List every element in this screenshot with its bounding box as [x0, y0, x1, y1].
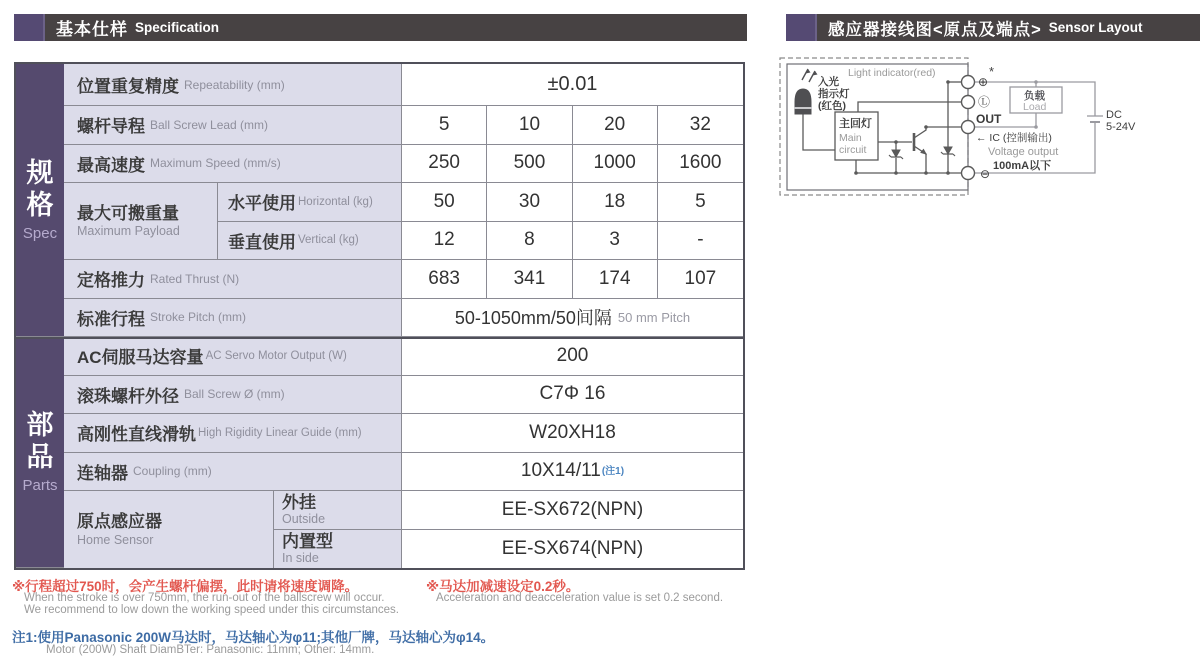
terminal-l — [962, 96, 975, 109]
repeatability-value: ±0.01 — [402, 64, 743, 106]
terminal-minus — [962, 167, 975, 180]
row-lead-label: 螺杆导程 Ball Screw Lead (mm) — [64, 106, 402, 145]
payload-h-value: 50 — [402, 183, 487, 222]
sensor-header-title-zh: 感应器接线图<原点及端点> — [828, 20, 1042, 39]
lead-value: 20 — [573, 106, 658, 145]
side-label-parts-char1: 部 — [26, 410, 54, 441]
home-sensor-inside-label: 内置型 In side — [274, 530, 402, 569]
note1-zh: 注1:使用Panasonic 200W马达时，马达轴心为φ11;其他厂牌，马达轴心为φ14。 — [12, 630, 495, 645]
side-label-spec-en: Spec — [22, 224, 58, 242]
lead-value: 10 — [487, 106, 572, 145]
section-divider-line — [14, 337, 745, 339]
dc-label: DC — [1106, 109, 1122, 121]
side-label-spec-char2: 格 — [26, 190, 54, 220]
payload-v-value: 8 — [487, 222, 572, 261]
screw-dia-value: C7Φ 16 — [402, 376, 743, 415]
speed-value: 500 — [487, 145, 572, 184]
side-label-parts — [16, 337, 64, 568]
row-repeatability-label: 位置重复精度 Repeatability (mm) — [64, 64, 402, 106]
side-label-parts-char2: 品 — [26, 442, 54, 472]
payload-v-value: - — [658, 222, 743, 261]
note-stroke-warning-en2: We recommend to low down the working speed under this circumstances. — [24, 604, 399, 616]
sensor-section-header — [786, 14, 1200, 41]
spec-header-title-en: Specification — [135, 20, 220, 35]
sensor-wiring-svg — [778, 52, 1198, 204]
note-accel-zh: ※马达加减速设定0.2秒。 — [426, 579, 580, 594]
voltage-output-label: Voltage output — [988, 146, 1059, 158]
payload-horizontal-label: 水平使用 Horizontal (kg) — [218, 183, 402, 222]
light-zh3-label: (红色) — [818, 100, 846, 112]
lead-value: 32 — [658, 106, 743, 145]
payload-v-value: 12 — [402, 222, 487, 261]
l-terminal-label: Ⓛ — [978, 95, 991, 109]
junction-dot — [1034, 80, 1038, 84]
coupling-value: 10X14/11 (注1) — [402, 453, 743, 492]
minus-terminal-label: ⊖ — [980, 167, 991, 181]
row-thrust-label: 定格推力 Rated Thrust (N) — [64, 260, 402, 299]
home-sensor-outside-label: 外挂 Outside — [274, 491, 402, 530]
sensor-wiring-diagram — [778, 52, 1198, 209]
row-screw-dia-label: 滚珠螺杆外径 Ball Screw Ø (mm) — [64, 376, 402, 415]
thrust-value: 107 — [658, 260, 743, 299]
zener-diode — [889, 147, 955, 159]
lead-value: 5 — [402, 106, 487, 145]
note1-en: Motor (200W) Shaft DiamBTer: Panasonic: 11mm; Other: 14mm. — [46, 644, 375, 656]
row-home-sensor-label: 原点感应器 Home Sensor — [64, 491, 274, 568]
guide-value: W20XH18 — [402, 414, 743, 453]
speed-value: 250 — [402, 145, 487, 184]
main-circuit-en1-label: Main — [839, 132, 862, 144]
home-sensor-inside-value: EE-SX674(NPN) — [402, 530, 743, 569]
header-accent-square — [786, 14, 817, 41]
coupling-note-ref: (注1) — [601, 465, 625, 477]
plus-terminal-label: ⊕ — [978, 75, 989, 89]
row-guide-label: 高刚性直线滑轨 High Rigidity Linear Guide (mm) — [64, 414, 402, 453]
ic-label: ← IC (控制输出) — [976, 132, 1052, 144]
payload-h-value: 30 — [487, 183, 572, 222]
payload-vertical-label: 垂直使用 Vertical (kg) — [218, 222, 402, 261]
asterisk-mark: * — [989, 64, 995, 79]
emitter-arrow — [921, 150, 926, 155]
header-accent-square — [14, 14, 45, 41]
stroke-value: 50-1050mm/50间隔 50 mm Pitch — [402, 299, 743, 338]
note-stroke-warning-zh: ※行程超过750时，会产生螺杆偏摆，此时请将速度调降。 — [12, 579, 359, 594]
speed-value: 1000 — [573, 145, 658, 184]
side-label-spec — [16, 64, 64, 337]
servo-output-value: 200 — [402, 337, 743, 376]
side-label-spec-char1: 规 — [26, 158, 54, 189]
light-zh1-label: 入光 — [818, 76, 839, 88]
main-circuit-zh-label: 主回灯 — [839, 118, 872, 130]
junction-dot — [1034, 125, 1038, 129]
out-label: OUT — [976, 112, 1002, 126]
light-indicator-en-label: Light indicator(red) — [848, 67, 936, 79]
row-servo-label: AC伺服马达容量 AC Servo Motor Output (W) — [64, 337, 402, 376]
load-zh-label: 负载 — [1024, 90, 1045, 102]
terminal-out — [962, 121, 975, 134]
payload-h-value: 18 — [573, 183, 658, 222]
spec-header-title-zh: 基本仕样 — [56, 20, 128, 39]
row-coupling-label: 连轴器 Coupling (mm) — [64, 453, 402, 492]
payload-v-value: 3 — [573, 222, 658, 261]
dc-voltage-label: 5-24V — [1106, 121, 1136, 133]
side-label-parts-en: Parts — [22, 476, 58, 494]
sensor-header-title-en: Sensor Layout — [1048, 20, 1143, 35]
payload-h-value: 5 — [658, 183, 743, 222]
row-stroke-label: 标准行程 Stroke Pitch (mm) — [64, 299, 402, 338]
row-payload-label: 最大可搬重量 Maximum Payload — [64, 183, 218, 260]
spec-section-header — [14, 14, 747, 41]
thrust-value: 341 — [487, 260, 572, 299]
thrust-value: 683 — [402, 260, 487, 299]
current-limit-label: 100mA以下 — [993, 160, 1052, 172]
specification-table — [14, 62, 745, 570]
note-accel-en: Acceleration and deacceleration value is set 0.2 second. — [436, 592, 724, 604]
led-indicator-icon — [794, 69, 818, 114]
row-speed-label: 最高速度 Maximum Speed (mm/s) — [64, 145, 402, 184]
terminal-plus — [962, 76, 975, 89]
light-zh2-label: 指示灯 — [818, 88, 850, 100]
thrust-value: 174 — [573, 260, 658, 299]
home-sensor-outside-value: EE-SX672(NPN) — [402, 491, 743, 530]
load-en-label: Load — [1023, 101, 1047, 113]
main-circuit-en2-label: circuit — [839, 144, 867, 156]
speed-value: 1600 — [658, 145, 743, 184]
note-stroke-warning-en1: When the stroke is over 750mm, the run-out of the ballscrew will occur. — [24, 592, 385, 604]
